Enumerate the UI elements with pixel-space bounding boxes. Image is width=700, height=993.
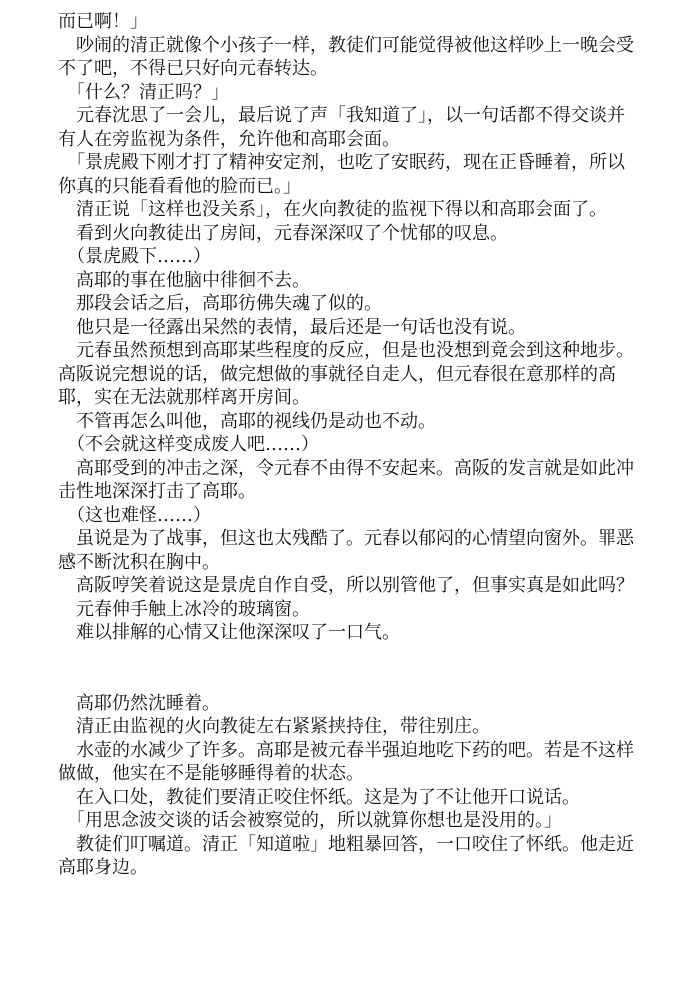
paragraph: 高阪哼笑着说这是景虎自作自受，所以别管他了，但事实真是如此吗？ (58, 575, 634, 596)
paragraph: 在入口处，教徒们要清正咬住怀纸。这是为了不让他开口说话。 (58, 786, 580, 808)
paragraph: 水壶的水减少了许多。高耶是被元春半强迫地吃下药的吧。若是不这样做做，他实在不是能够睡得着的状态。 (58, 739, 634, 784)
paragraph: 元春沈思了一会儿，最后说了声「我知道了」，以一句话都不得交谈并有人在旁监视为条件，允许他和高耶会面。 (58, 105, 625, 150)
section-1 (58, 10, 638, 645)
paragraph: 而已啊！」 (58, 11, 148, 32)
paragraph: 教徒们叮嘱道。清正「知道啦」地粗暴回答，一口咬住了怀纸。他走近高耶身边。 (58, 833, 634, 878)
paragraph: （这也难怪……） (58, 504, 211, 526)
paragraph: 「用思念波交谈的话会被察觉的，所以就算你想也是没用的。」 (58, 810, 562, 831)
paragraph: 他只是一径露出呆然的表情，最后还是一句话也没有说。 (58, 316, 526, 338)
paragraph: 吵闹的清正就像个小孩子一样，教徒们可能觉得被他这样吵上一晚会受不了吧，不得已只好向元春转达。 (58, 34, 634, 79)
paragraph: 难以排解的心情又让他深深叹了一口气。 (58, 622, 400, 643)
paragraph: （景虎殿下……） (58, 246, 211, 267)
paragraph: 高耶仍然沈睡着。 (58, 692, 220, 714)
paragraph: 虽说是为了战事，但这也太残酷了。元春以郁闷的心情望向窗外。罪恶感不断沈积在胸中。 (58, 528, 634, 573)
section-break (58, 645, 638, 692)
paragraph: 看到火向教徒出了房间，元春深深叹了个忧郁的叹息。 (58, 222, 508, 244)
paragraph: 「景虎殿下刚才打了精神安定剂，也吃了安眠药，现在正昏睡着，所以你真的只能看看他的脸而已。」 (58, 152, 625, 197)
paragraph: 不管再怎么叫他，高耶的视线仍是动也不动。 (58, 410, 436, 432)
paragraph: 清正由监视的火向教徒左右紧紧挟持住，带往别庄。 (58, 716, 490, 737)
paragraph: 元春虽然预想到高耶某些程度的反应，但是也没想到竟会到这种地步。高阪说完想说的话，做完想做的事就径自走人，但元春很在意那样的高耶，实在无法就那样离开房间。 (58, 340, 634, 408)
section-2 (58, 692, 638, 880)
paragraph: 「什么？清正吗？」 (58, 81, 229, 103)
paragraph: 元春伸手触上冰冷的玻璃窗。 (58, 598, 310, 620)
paragraph: 那段会话之后，高耶彷佛失魂了似的。 (58, 293, 382, 314)
novel-page (58, 10, 638, 880)
paragraph: 高耶受到的冲击之深，令元春不由得不安起来。高阪的发言就是如此冲击性地深深打击了高耶。 (58, 457, 634, 502)
paragraph: （不会就这样变成废人吧……） (58, 434, 319, 455)
paragraph: 清正说「这样也没关系」，在火向教徒的监视下得以和高耶会面了。 (58, 199, 607, 220)
paragraph: 高耶的事在他脑中徘徊不去。 (58, 269, 310, 291)
